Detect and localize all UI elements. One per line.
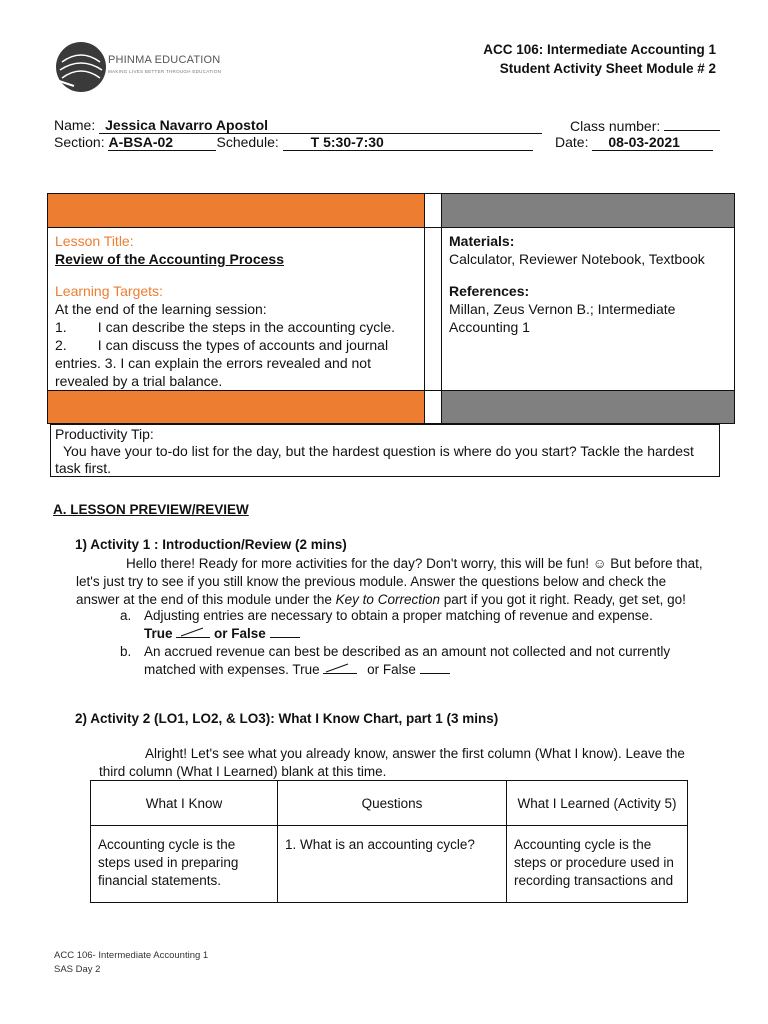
target-2: 2. I can discuss the types of accounts and journal	[55, 337, 389, 353]
lesson-left-cell	[48, 228, 425, 390]
class-number-row	[570, 117, 720, 134]
section-label: Section:	[54, 134, 105, 150]
document-header	[483, 40, 716, 78]
logo-tagline: MAKING LIVES BETTER THROUGH EDUCATION	[108, 69, 222, 74]
true-b-blank[interactable]	[323, 661, 357, 674]
spacer-middle	[425, 228, 442, 390]
spacer-top	[425, 194, 442, 228]
question-b-false: or False	[367, 662, 416, 677]
module-title: Student Activity Sheet Module # 2	[499, 61, 716, 76]
activity-2-title: 2) Activity 2 (LO1, LO2, & LO3): What I Know Chart, part 1 (3 mins)	[75, 711, 499, 726]
orange-bar-top	[48, 194, 425, 228]
chart-header-learned: What I Learned (Activity 5)	[507, 781, 688, 826]
activity-1-line-3b: part if you got it right. Ready, get set, go!	[439, 592, 686, 607]
question-b-line-2	[144, 661, 714, 679]
question-a-text: Adjusting entries are necessary to obtain a proper matching of revenue and expense.	[144, 608, 653, 623]
date-field[interactable]: 08-03-2021	[592, 134, 713, 151]
gray-bar-bottom	[442, 390, 734, 423]
lesson-right-cell	[442, 228, 734, 390]
lesson-title: Review of the Accounting Process	[55, 251, 284, 267]
references-label: References:	[449, 283, 530, 299]
activity-1-line-3a: answer at the end of this module under the	[76, 592, 336, 607]
phinma-logo-icon	[54, 40, 114, 94]
chart-row	[91, 826, 688, 903]
check-mark-icon	[323, 661, 357, 673]
name-field[interactable]: Jessica Navarro Apostol	[99, 117, 542, 134]
question-a-answers	[144, 625, 704, 643]
activity-2-intro	[99, 745, 709, 781]
orange-bar-bottom	[48, 390, 425, 423]
activity-2-line-1: Alright! Let's see what you already know, answer the first column (What I know). Leave the	[145, 746, 685, 761]
targets-intro: At the end of the learning session:	[55, 301, 267, 317]
footer-line-2: SAS Day 2	[54, 964, 101, 975]
section-a-title: A. LESSON PREVIEW/REVIEW	[53, 502, 249, 517]
phinma-logo	[54, 40, 224, 94]
question-a-letter: a.	[120, 608, 132, 623]
course-title: ACC 106: Intermediate Accounting 1	[483, 42, 716, 57]
what-i-know-cell[interactable]: Accounting cycle is the steps used in preparing financial statements.	[91, 826, 278, 903]
learning-targets-label: Learning Targets:	[55, 283, 163, 299]
chart-header-questions: Questions	[278, 781, 507, 826]
question-b-text-2: matched with expenses. True	[144, 662, 320, 677]
question-a-true: True	[144, 626, 173, 641]
false-b-blank[interactable]	[420, 661, 450, 674]
footer-line-1: ACC 106- Intermediate Accounting 1	[54, 950, 209, 961]
spacer-bottom	[425, 390, 442, 423]
references-line-2: Accounting 1	[449, 319, 530, 335]
question-a	[144, 607, 704, 643]
date-label: Date:	[555, 134, 589, 150]
what-i-learned-cell[interactable]: Accounting cycle is the steps or procedure used in recording transactions and	[507, 826, 688, 903]
name-label: Name:	[54, 117, 96, 133]
tip-text-1: You have your to-do list for the day, but the hardest question is where do you start? Tackle the hardest	[63, 443, 694, 459]
schedule-label: Schedule:	[216, 134, 279, 150]
section-field[interactable]: A-BSA-02	[108, 134, 216, 151]
question-b	[144, 643, 714, 679]
references-line-1: Millan, Zeus Vernon B.; Intermediate	[449, 301, 676, 317]
lesson-box	[47, 193, 735, 424]
class-number-field[interactable]	[664, 117, 720, 131]
check-mark-icon	[176, 625, 210, 637]
productivity-tip	[50, 424, 720, 477]
what-i-know-chart	[90, 780, 688, 903]
activity-1-line-1: Hello there! Ready for more activities for the day? Don't worry, this will be fun! ☺ But before that,	[126, 556, 703, 571]
materials-label: Materials:	[449, 233, 515, 249]
question-cell: 1. What is an accounting cycle?	[278, 826, 507, 903]
activity-1-line-2: let's just try to see if you still know the previous module. Answer the questions below and check the	[76, 574, 667, 589]
schedule-field[interactable]: T 5:30-7:30	[283, 134, 533, 151]
logo-name: PHINMA EDUCATION	[108, 54, 221, 66]
name-row	[54, 117, 542, 134]
chart-header-know: What I Know	[91, 781, 278, 826]
false-a-blank[interactable]	[270, 625, 300, 638]
section-row	[54, 134, 533, 151]
gray-bar-top	[442, 194, 734, 228]
tip-label: Productivity Tip:	[55, 426, 154, 442]
chart-header-row	[91, 781, 688, 826]
question-b-text-1: An accrued revenue can best be described as an amount not collected and not currently	[144, 644, 671, 659]
true-a-blank[interactable]	[176, 625, 210, 638]
class-number-label: Class number:	[570, 118, 661, 134]
activity-1-title: 1) Activity 1 : Introduction/Review (2 mins)	[75, 537, 347, 552]
target-2b: entries. 3. I can explain the errors revealed and not	[55, 355, 371, 371]
key-to-correction: Key to Correction	[335, 592, 440, 607]
question-b-letter: b.	[120, 644, 132, 659]
target-2c: revealed by a trial balance.	[55, 373, 223, 389]
date-row	[555, 134, 713, 151]
question-a-false: or False	[214, 626, 266, 641]
materials-text: Calculator, Reviewer Notebook, Textbook	[449, 251, 705, 267]
activity-2-line-2: third column (What I Learned) blank at this time.	[99, 764, 387, 779]
target-1: 1. I can describe the steps in the accounting cycle.	[55, 319, 396, 335]
lesson-title-label: Lesson Title:	[55, 233, 134, 249]
activity-1-intro	[76, 555, 716, 609]
tip-text-2: task first.	[55, 460, 112, 476]
